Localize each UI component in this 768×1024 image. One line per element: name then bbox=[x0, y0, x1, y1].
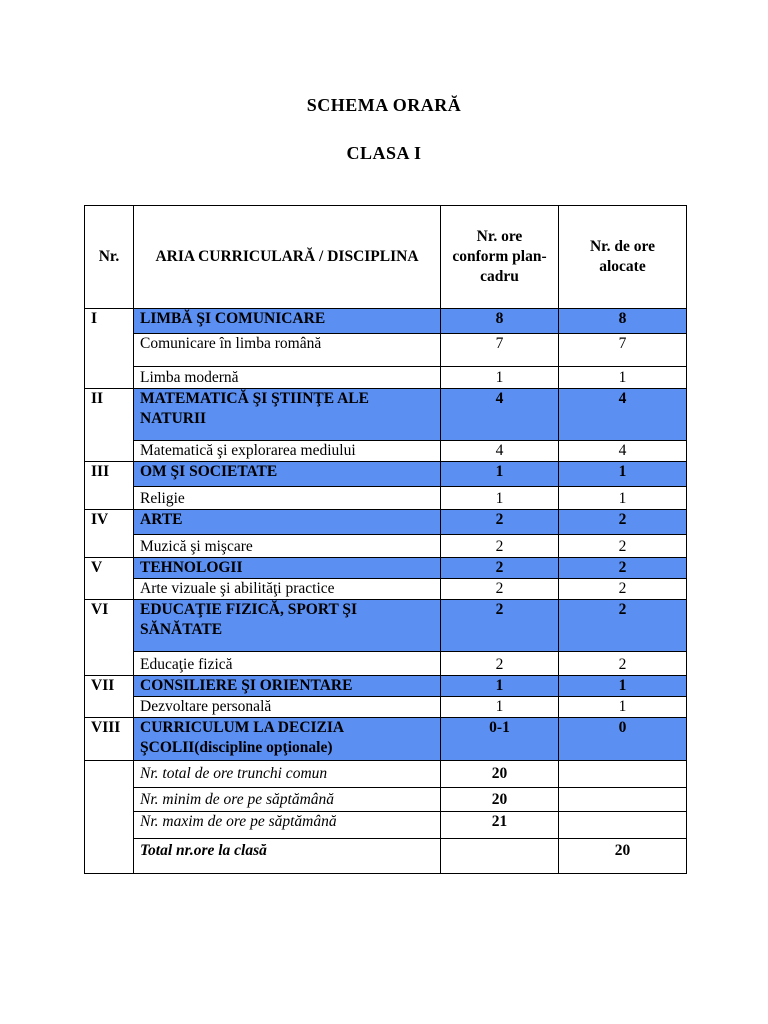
subject-name: Educaţie fizică bbox=[134, 652, 441, 676]
subject-plan: 7 bbox=[441, 334, 559, 367]
total-row bbox=[85, 761, 687, 788]
subject-row bbox=[85, 535, 687, 558]
total-plan bbox=[441, 839, 559, 874]
area-number: VIII bbox=[85, 718, 134, 761]
area-name: TEHNOLOGII bbox=[134, 558, 441, 579]
subject-row bbox=[85, 334, 687, 367]
area-alocate: 1 bbox=[559, 676, 687, 697]
header-nr: Nr. bbox=[85, 206, 134, 309]
total-label: Nr. total de ore trunchi comun bbox=[134, 761, 441, 788]
total-label: Nr. minim de ore pe săptămână bbox=[134, 788, 441, 812]
area-name: MATEMATICĂ ŞI ŞTIINŢE ALE NATURII bbox=[134, 389, 441, 441]
subject-name: Dezvoltare personală bbox=[134, 697, 441, 718]
subject-row bbox=[85, 697, 687, 718]
area-name: LIMBĂ ŞI COMUNICARE bbox=[134, 309, 441, 334]
area-number: II bbox=[85, 389, 134, 462]
subject-alocate: 4 bbox=[559, 441, 687, 462]
area-number: VI bbox=[85, 600, 134, 676]
area-plan: 8 bbox=[441, 309, 559, 334]
area-row bbox=[85, 510, 687, 535]
empty-cell bbox=[85, 761, 134, 874]
total-row bbox=[85, 812, 687, 839]
subject-alocate: 1 bbox=[559, 487, 687, 510]
subject-alocate: 1 bbox=[559, 697, 687, 718]
subject-plan: 1 bbox=[441, 697, 559, 718]
header-ore-plan: Nr. ore conform plan- cadru bbox=[441, 206, 559, 309]
area-row bbox=[85, 309, 687, 334]
total-label: Total nr.ore la clasă bbox=[134, 839, 441, 874]
area-number: III bbox=[85, 462, 134, 510]
area-name: OM ŞI SOCIETATE bbox=[134, 462, 441, 487]
header-aria: ARIA CURRICULARĂ / DISCIPLINA bbox=[134, 206, 441, 309]
area-row bbox=[85, 558, 687, 579]
subject-name: Limba modernă bbox=[134, 367, 441, 389]
area-name: ARTE bbox=[134, 510, 441, 535]
total-label: Nr. maxim de ore pe săptămână bbox=[134, 812, 441, 839]
area-row bbox=[85, 462, 687, 487]
page-title: SCHEMA ORARĂ bbox=[306, 95, 462, 115]
area-number: IV bbox=[85, 510, 134, 558]
page-subtitle: CLASA I bbox=[346, 143, 422, 163]
subject-alocate: 2 bbox=[559, 652, 687, 676]
area-row bbox=[85, 389, 687, 441]
area-alocate: 0 bbox=[559, 718, 687, 761]
area-plan: 2 bbox=[441, 600, 559, 652]
area-name: CONSILIERE ŞI ORIENTARE bbox=[134, 676, 441, 697]
area-plan: 1 bbox=[441, 676, 559, 697]
subject-alocate: 7 bbox=[559, 334, 687, 367]
subject-alocate: 1 bbox=[559, 367, 687, 389]
area-number: V bbox=[85, 558, 134, 600]
total-row bbox=[85, 839, 687, 874]
subject-plan: 4 bbox=[441, 441, 559, 462]
total-row bbox=[85, 788, 687, 812]
area-number: I bbox=[85, 309, 134, 389]
subject-name: Muzică şi mişcare bbox=[134, 535, 441, 558]
total-plan: 20 bbox=[441, 761, 559, 788]
area-plan: 0-1 bbox=[441, 718, 559, 761]
total-alocate bbox=[559, 788, 687, 812]
subject-row bbox=[85, 652, 687, 676]
area-alocate: 1 bbox=[559, 462, 687, 487]
subject-plan: 1 bbox=[441, 367, 559, 389]
subject-plan: 2 bbox=[441, 652, 559, 676]
subject-name: Comunicare în limba română bbox=[134, 334, 441, 367]
subject-plan: 1 bbox=[441, 487, 559, 510]
area-alocate: 2 bbox=[559, 510, 687, 535]
subject-name: Arte vizuale şi abilităţi practice bbox=[134, 579, 441, 600]
total-alocate: 20 bbox=[559, 839, 687, 874]
subject-row bbox=[85, 487, 687, 510]
area-alocate: 2 bbox=[559, 600, 687, 652]
subject-row bbox=[85, 579, 687, 600]
subject-row bbox=[85, 367, 687, 389]
total-plan: 21 bbox=[441, 812, 559, 839]
area-plan: 2 bbox=[441, 510, 559, 535]
area-plan: 2 bbox=[441, 558, 559, 579]
area-alocate: 4 bbox=[559, 389, 687, 441]
area-number: VII bbox=[85, 676, 134, 718]
total-plan: 20 bbox=[441, 788, 559, 812]
area-plan: 1 bbox=[441, 462, 559, 487]
subject-plan: 2 bbox=[441, 579, 559, 600]
header-ore-alocate: Nr. de ore alocate bbox=[559, 206, 687, 309]
area-name: EDUCAŢIE FIZICĂ, SPORT ŞI SĂNĂTATE bbox=[134, 600, 441, 652]
area-row bbox=[85, 718, 687, 761]
subject-alocate: 2 bbox=[559, 579, 687, 600]
table-header-row bbox=[85, 206, 687, 309]
subject-plan: 2 bbox=[441, 535, 559, 558]
area-name: CURRICULUM LA DECIZIA ŞCOLII(discipline opţionale) bbox=[134, 718, 441, 761]
area-alocate: 8 bbox=[559, 309, 687, 334]
total-alocate bbox=[559, 761, 687, 788]
area-plan: 4 bbox=[441, 389, 559, 441]
subject-alocate: 2 bbox=[559, 535, 687, 558]
schedule-table bbox=[84, 205, 687, 874]
subject-name: Religie bbox=[134, 487, 441, 510]
total-alocate bbox=[559, 812, 687, 839]
area-row bbox=[85, 676, 687, 697]
subject-name: Matematică şi explorarea mediului bbox=[134, 441, 441, 462]
area-row bbox=[85, 600, 687, 652]
subject-row bbox=[85, 441, 687, 462]
area-alocate: 2 bbox=[559, 558, 687, 579]
